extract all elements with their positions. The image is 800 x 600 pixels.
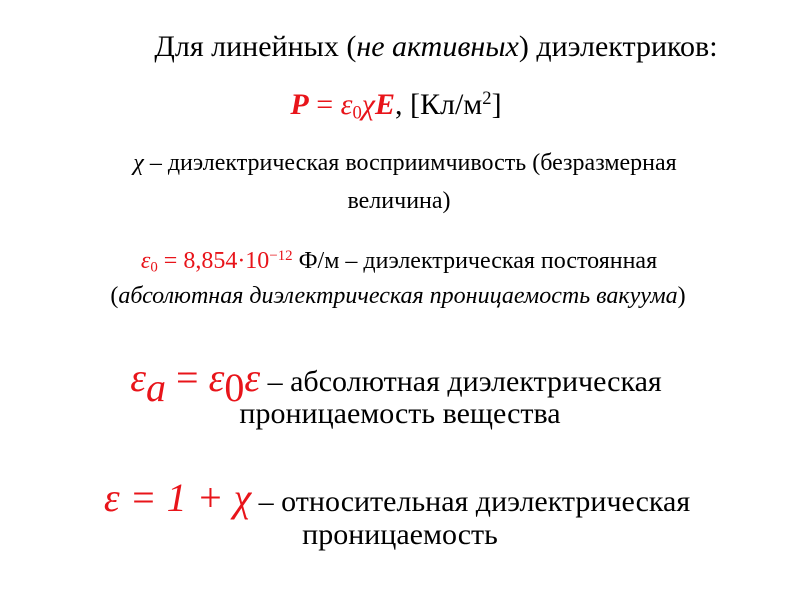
formula-E: E	[374, 88, 395, 121]
heading-italic: не активных	[356, 30, 519, 63]
eps-a-text2: проницаемость вещества	[239, 397, 561, 430]
formula-eq: =	[308, 88, 341, 121]
eps-a-symbol: ε	[130, 355, 147, 400]
eps0-unit: Ф/м	[292, 248, 340, 274]
eps-rel-text1: – относительная диэлектрическая	[251, 485, 691, 518]
chi-definition-line2	[0, 188, 799, 215]
eps-rel-definition-line2	[0, 518, 800, 552]
polarization-formula	[0, 88, 796, 122]
heading	[36, 30, 800, 64]
eps0-sub: 0	[150, 259, 158, 276]
chi-symbol: χ	[133, 150, 144, 176]
formula-eps-sub: 0	[352, 102, 362, 124]
formula-sep: ,	[395, 88, 410, 121]
eps-rel-definition-line1	[0, 474, 797, 521]
eps-a-sub: a	[146, 365, 167, 410]
eps0-exp: −12	[269, 247, 293, 264]
eps-a-eq: =	[166, 355, 209, 400]
chi-definition-line1	[5, 150, 800, 177]
eps0-text1: – диэлектрическая постоянная	[339, 248, 658, 274]
formula-chi: χ	[361, 88, 375, 121]
heading-post: ) диэлектриков:	[518, 30, 718, 63]
eps0-definition-line2	[0, 283, 798, 310]
chi-text2: величина)	[347, 188, 451, 214]
formula-eps: ε	[340, 88, 353, 121]
eps0-close: )	[677, 283, 686, 309]
heading-pre: Для линейных (	[154, 30, 357, 63]
eps-rel-text2: проницаемость	[302, 518, 498, 551]
formula-unit-close: ]	[491, 88, 502, 121]
formula-unit: [Кл/м	[410, 88, 483, 121]
chi-text1: – диэлектрическая восприимчивость (безразмерная	[143, 150, 677, 176]
eps-a-definition-line2	[0, 397, 800, 431]
eps0-value: = 8,854·10	[157, 248, 270, 274]
eps-a-definition-line1	[0, 354, 796, 410]
eps0-definition-line1	[0, 248, 799, 275]
eps-a-text1: – абсолютная диэлектрическая	[260, 365, 662, 398]
eps-rel-formula: ε = 1 + χ	[103, 475, 252, 520]
eps-a-eps0-sub: 0	[224, 365, 245, 410]
formula-unit-exp: 2	[482, 87, 492, 109]
eps-a-eps: ε	[244, 355, 261, 400]
eps0-open: (	[110, 283, 119, 309]
eps0-symbol: ε	[140, 248, 151, 274]
eps-a-eps0: ε	[208, 355, 225, 400]
eps0-italic: абсолютная диэлектрическая проницаемость вакуума	[118, 283, 678, 309]
formula-P: P	[290, 88, 309, 121]
